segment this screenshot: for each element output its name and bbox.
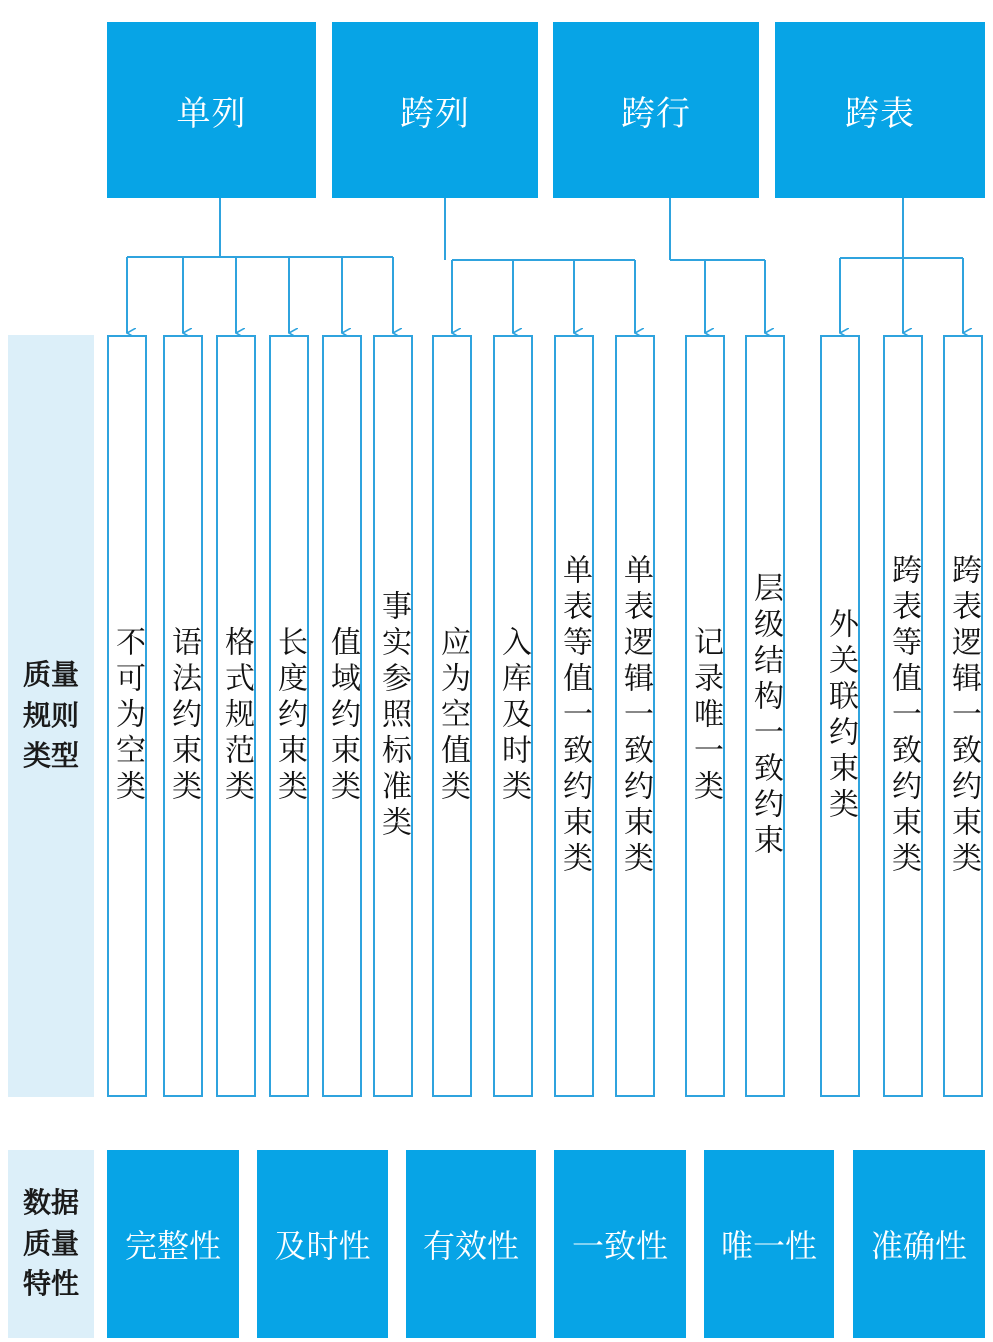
rule-column	[432, 335, 472, 1097]
rule-column	[685, 335, 725, 1097]
trait-label: 一致性	[571, 1227, 668, 1265]
trait-box-consistency	[554, 1150, 686, 1338]
rule-label: 记录唯一类	[688, 626, 723, 806]
category-label: 单列	[176, 93, 247, 134]
rule-label: 层级结构一致约束	[748, 572, 783, 860]
rule-label: 跨表等值一致约束类	[886, 554, 921, 878]
category-label: 跨行	[621, 93, 691, 134]
rule-column	[820, 335, 860, 1097]
rule-label: 事实参照标准类	[376, 590, 411, 842]
connector-lines	[0, 0, 993, 340]
rule-column	[269, 335, 309, 1097]
rule-column	[943, 335, 983, 1097]
rule-column	[322, 335, 362, 1097]
rule-label: 单表逻辑一致约束类	[618, 554, 653, 878]
trait-label: 准确性	[870, 1227, 967, 1265]
rule-column	[745, 335, 785, 1097]
rule-column	[554, 335, 594, 1097]
rule-label: 语法约束类	[166, 626, 201, 806]
trait-box-completeness	[107, 1150, 239, 1338]
trait-box-uniqueness	[704, 1150, 834, 1338]
rule-label: 值域约束类	[325, 626, 360, 806]
trait-box-timeliness	[257, 1150, 388, 1338]
trait-label: 及时性	[274, 1227, 371, 1265]
side-label-text: 数据质量特性	[22, 1186, 79, 1301]
trait-label: 唯一性	[720, 1227, 817, 1265]
rule-column	[373, 335, 413, 1097]
rule-column	[163, 335, 203, 1097]
side-label-quality-traits	[8, 1150, 94, 1338]
trait-box-validity	[406, 1150, 536, 1338]
rule-column	[107, 335, 147, 1097]
rule-column	[493, 335, 533, 1097]
trait-box-accuracy	[853, 1150, 985, 1338]
category-label: 跨列	[400, 93, 470, 134]
side-label-rule-types	[8, 335, 94, 1097]
trait-label: 有效性	[422, 1227, 519, 1265]
rule-label: 格式规范类	[219, 626, 254, 806]
rule-label: 不可为空类	[110, 626, 145, 806]
rule-label: 单表等值一致约束类	[557, 554, 592, 878]
rule-label: 长度约束类	[272, 626, 307, 806]
side-label-text: 质量规则类型	[22, 658, 79, 773]
rule-label: 应为空值类	[435, 626, 470, 806]
rule-label: 跨表逻辑一致约束类	[946, 554, 981, 878]
rule-column	[216, 335, 256, 1097]
trait-label: 完整性	[124, 1227, 221, 1265]
rule-column	[615, 335, 655, 1097]
rule-column	[883, 335, 923, 1097]
rule-label: 外关联约束类	[823, 608, 858, 824]
category-label: 跨表	[845, 93, 915, 134]
rule-label: 入库及时类	[496, 626, 531, 806]
